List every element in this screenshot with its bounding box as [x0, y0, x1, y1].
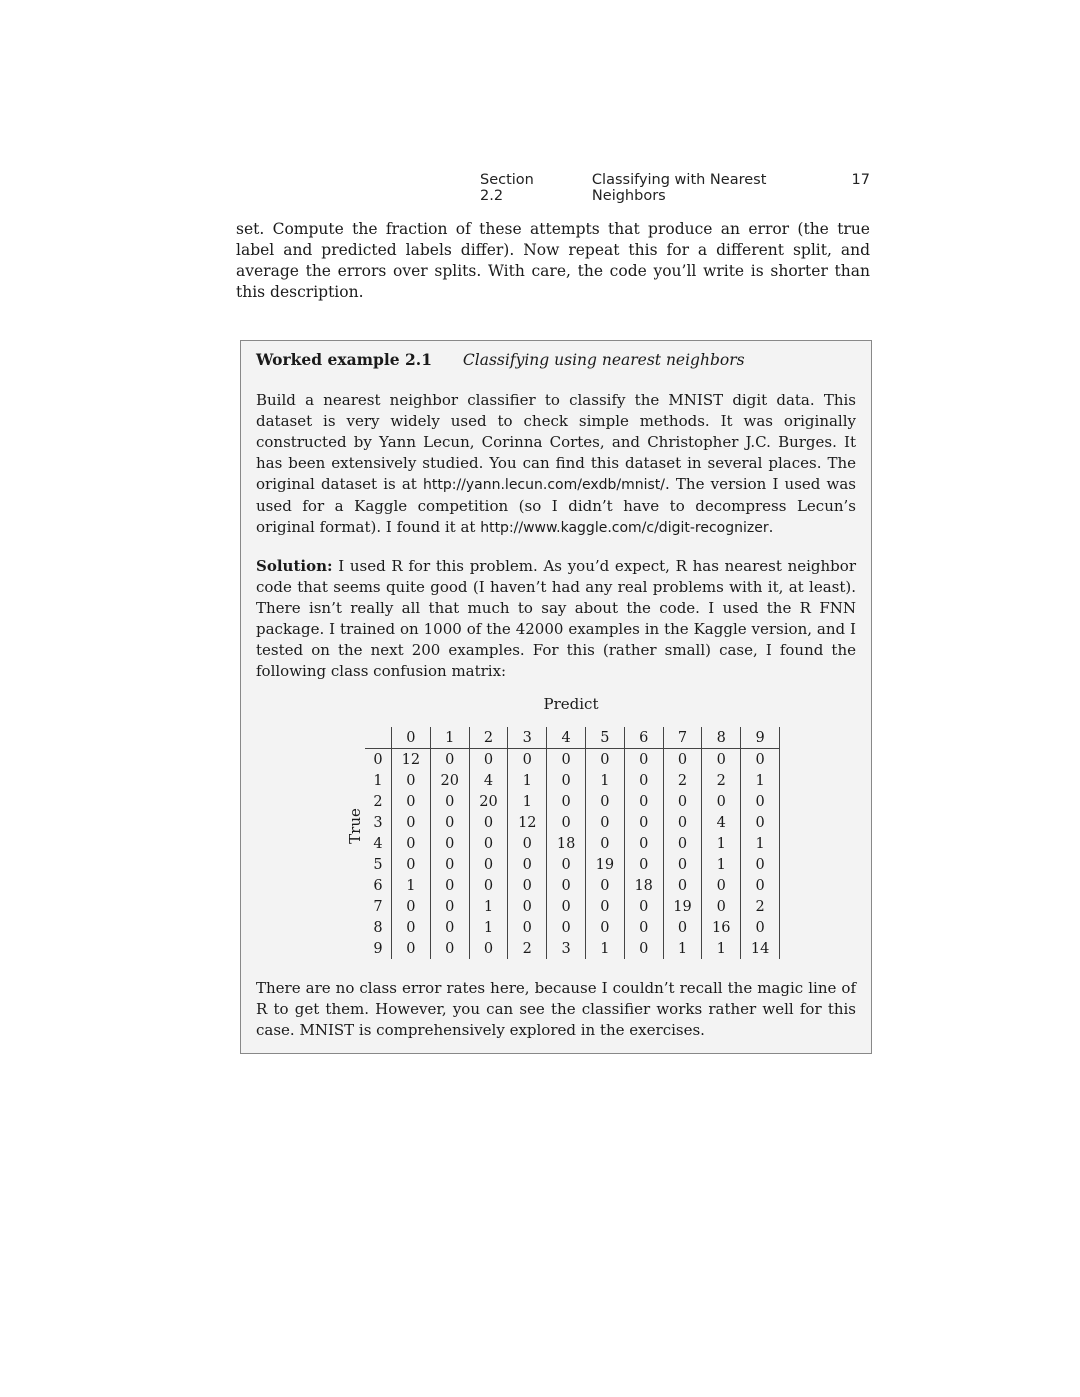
matrix-cell: 0 — [430, 938, 469, 959]
matrix-cell: 0 — [547, 812, 586, 833]
matrix-cell: 18 — [547, 833, 586, 854]
matrix-cell: 0 — [469, 938, 508, 959]
row-header: 9 — [365, 938, 392, 959]
solution-lead: Solution: — [256, 557, 333, 575]
matrix-cell: 0 — [624, 770, 663, 791]
row-header: 4 — [365, 833, 392, 854]
matrix-body — [365, 749, 779, 960]
matrix-cell: 1 — [508, 791, 547, 812]
matrix-cell: 0 — [663, 812, 702, 833]
matrix-cell: 0 — [741, 791, 780, 812]
matrix-cell: 1 — [508, 770, 547, 791]
matrix-cell: 0 — [508, 896, 547, 917]
matrix-cell: 0 — [392, 812, 431, 833]
row-header: 3 — [365, 812, 392, 833]
matrix-cell: 0 — [702, 896, 741, 917]
row-header: 8 — [365, 917, 392, 938]
matrix-cell: 0 — [663, 875, 702, 896]
matrix-cell: 2 — [702, 770, 741, 791]
matrix-cell: 0 — [547, 875, 586, 896]
true-axis-label: True — [346, 808, 364, 844]
column-header: 8 — [702, 727, 741, 749]
matrix-cell: 0 — [547, 917, 586, 938]
column-header: 5 — [585, 727, 624, 749]
column-header: 3 — [508, 727, 547, 749]
matrix-cell: 0 — [624, 812, 663, 833]
matrix-cell: 0 — [392, 770, 431, 791]
example-heading — [256, 349, 856, 371]
matrix-cell: 1 — [702, 938, 741, 959]
matrix-cell: 1 — [469, 917, 508, 938]
matrix-cell: 0 — [469, 749, 508, 771]
column-header: 6 — [624, 727, 663, 749]
matrix-cell: 0 — [741, 812, 780, 833]
row-header: 1 — [365, 770, 392, 791]
matrix-cell: 0 — [430, 749, 469, 771]
confusion-matrix — [256, 727, 856, 961]
solution-paragraph — [256, 556, 856, 682]
matrix-cell: 0 — [392, 896, 431, 917]
matrix-cell: 0 — [741, 749, 780, 771]
matrix-cell: 1 — [702, 854, 741, 875]
matrix-cell: 0 — [430, 917, 469, 938]
matrix-cell: 14 — [741, 938, 780, 959]
matrix-cell: 0 — [702, 749, 741, 771]
matrix-row — [365, 875, 779, 896]
matrix-cell: 1 — [469, 896, 508, 917]
matrix-cell: 0 — [547, 770, 586, 791]
matrix-cell: 0 — [392, 938, 431, 959]
matrix-cell: 0 — [392, 854, 431, 875]
matrix-cell: 0 — [624, 749, 663, 771]
matrix-cell: 0 — [663, 854, 702, 875]
solution-text: I used R for this problem. As you’d expect, R has nearest neighbor code that seems quite good (I haven’t had any real problems with it, at least). There isn’t really all that much to say about the code. I used the R FNN package. I trained on 1000 of the 42000 examples in the Kaggle version, and I tested on the next 200 examples. For this (rather small) case, I found the following class confusion matrix: — [256, 557, 856, 680]
matrix-cell: 0 — [624, 833, 663, 854]
matrix-cell: 0 — [663, 749, 702, 771]
matrix-cell: 1 — [702, 833, 741, 854]
matrix-cell: 0 — [430, 896, 469, 917]
matrix-row — [365, 791, 779, 812]
matrix-cell: 3 — [547, 938, 586, 959]
matrix-cell: 0 — [508, 749, 547, 771]
matrix-cell: 0 — [624, 854, 663, 875]
matrix-cell: 1 — [392, 875, 431, 896]
matrix-cell: 1 — [585, 770, 624, 791]
matrix-cell: 0 — [585, 791, 624, 812]
column-header: 0 — [392, 727, 431, 749]
running-head — [480, 172, 870, 204]
example-subtitle: Classifying using nearest neighbors — [462, 351, 745, 369]
matrix-cell: 19 — [663, 896, 702, 917]
matrix-row — [365, 917, 779, 938]
matrix-cell: 0 — [547, 854, 586, 875]
problem-text-3: . — [768, 518, 774, 536]
matrix-row — [365, 938, 779, 959]
matrix-cell: 0 — [430, 833, 469, 854]
matrix-cell: 0 — [469, 812, 508, 833]
matrix-cell: 0 — [392, 833, 431, 854]
matrix-cell: 12 — [392, 749, 431, 771]
matrix-cell: 0 — [430, 812, 469, 833]
problem-paragraph — [256, 390, 856, 539]
matrix-cell: 4 — [702, 812, 741, 833]
matrix-cell: 16 — [702, 917, 741, 938]
matrix-cell: 0 — [430, 854, 469, 875]
matrix-cell: 18 — [624, 875, 663, 896]
page-number: 17 — [851, 172, 870, 188]
matrix-cell: 0 — [392, 917, 431, 938]
matrix-cell: 0 — [702, 791, 741, 812]
matrix-row — [365, 812, 779, 833]
matrix-cell: 0 — [585, 875, 624, 896]
row-header: 7 — [365, 896, 392, 917]
matrix-cell: 0 — [508, 833, 547, 854]
matrix-cell: 12 — [508, 812, 547, 833]
intro-paragraph: set. Compute the fraction of these attempts that produce an error (the true label and predicted labels differ). Now repeat this for a different split, and average the errors over splits. With care, the code you’ll write is shorter than this description. — [236, 220, 870, 301]
matrix-cell: 0 — [547, 791, 586, 812]
matrix-cell: 20 — [430, 770, 469, 791]
worked-example-box — [240, 340, 872, 1054]
matrix-cell: 0 — [469, 875, 508, 896]
column-header: 7 — [663, 727, 702, 749]
matrix-cell: 0 — [547, 896, 586, 917]
matrix-cell: 2 — [741, 896, 780, 917]
matrix-cell: 0 — [469, 833, 508, 854]
matrix-cell: 0 — [702, 875, 741, 896]
conclusion-paragraph: There are no class error rates here, because I couldn’t recall the magic line of R to get them. However, you can see the classifier works rather well for this case. MNIST is comprehensively explored in the exercises. — [256, 979, 856, 1039]
matrix-cell: 0 — [430, 791, 469, 812]
problem-text-1: Build a nearest neighbor classifier to classify the MNIST digit data. This dataset is very widely used to check simple methods. It was originally constructed by Yann Lecun, Corinna Cortes, and Christopher J.C. Burges. It has been extensively studied. You can find this dataset in several places. The original dataset is at — [256, 391, 856, 493]
matrix-cell: 0 — [508, 875, 547, 896]
kaggle-url-link[interactable]: http://www.kaggle.com/c/digit-recognizer — [480, 520, 769, 536]
matrix-cell: 0 — [663, 917, 702, 938]
matrix-cell: 0 — [624, 791, 663, 812]
example-label: Worked example 2.1 — [256, 350, 432, 369]
matrix-cell: 0 — [741, 875, 780, 896]
matrix-cell: 0 — [508, 854, 547, 875]
matrix-cell: 0 — [624, 896, 663, 917]
matrix-cell: 1 — [741, 833, 780, 854]
row-header: 5 — [365, 854, 392, 875]
column-header: 2 — [469, 727, 508, 749]
matrix-cell: 0 — [469, 854, 508, 875]
matrix-cell: 0 — [508, 917, 547, 938]
matrix-cell: 0 — [547, 749, 586, 771]
matrix-cell: 0 — [741, 854, 780, 875]
section-number: Section 2.2 — [480, 172, 534, 204]
matrix-cell: 0 — [392, 791, 431, 812]
matrix-cell: 2 — [663, 770, 702, 791]
matrix-cell: 0 — [430, 875, 469, 896]
section-title: Classifying with Nearest Neighbors — [591, 172, 767, 204]
confusion-matrix-table — [365, 727, 780, 959]
matrix-row — [365, 833, 779, 854]
matrix-row — [365, 854, 779, 875]
matrix-cell: 0 — [585, 896, 624, 917]
matrix-cell: 4 — [469, 770, 508, 791]
problem-text-2: . The version I used was used for a Kaggle competition (so I didn’t have to decompress Lecun’s original format). I found it at — [256, 475, 856, 536]
matrix-cell: 1 — [585, 938, 624, 959]
row-header: 6 — [365, 875, 392, 896]
matrix-cell: 19 — [585, 854, 624, 875]
matrix-cell: 0 — [585, 833, 624, 854]
matrix-cell: 0 — [624, 917, 663, 938]
column-header: 9 — [741, 727, 780, 749]
matrix-cell: 1 — [741, 770, 780, 791]
matrix-cell: 20 — [469, 791, 508, 812]
row-header: 0 — [365, 749, 392, 771]
matrix-cell: 0 — [663, 791, 702, 812]
matrix-cell: 0 — [624, 938, 663, 959]
matrix-corner — [365, 727, 392, 749]
matrix-cell: 0 — [585, 917, 624, 938]
matrix-row — [365, 770, 779, 791]
mnist-url-link[interactable]: http://yann.lecun.com/exdb/mnist/ — [422, 477, 665, 493]
matrix-cell: 0 — [741, 917, 780, 938]
matrix-row — [365, 896, 779, 917]
matrix-cell: 0 — [663, 833, 702, 854]
column-header: 1 — [430, 727, 469, 749]
matrix-cell: 0 — [585, 749, 624, 771]
matrix-header-row — [365, 727, 779, 749]
matrix-cell: 2 — [508, 938, 547, 959]
row-header: 2 — [365, 791, 392, 812]
matrix-cell: 0 — [585, 812, 624, 833]
matrix-row — [365, 749, 779, 771]
matrix-cell: 1 — [663, 938, 702, 959]
predict-axis-label: Predict — [543, 695, 599, 713]
column-header: 4 — [547, 727, 586, 749]
